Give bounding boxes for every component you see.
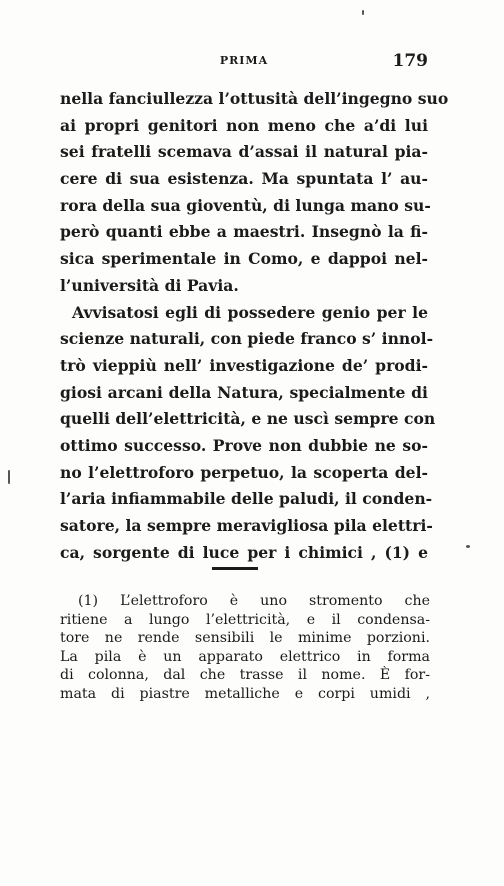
page-number: 179	[392, 51, 428, 71]
text-line: però quanti ebbe a maestri. Insegnò la fi-	[60, 222, 428, 242]
main-text	[60, 86, 449, 566]
print-speck	[8, 470, 10, 484]
text-line: rora della sua gioventù, di lunga mano su-	[60, 195, 431, 215]
text-line: l’aria infiammabile delle paludi, il conden-	[60, 489, 433, 509]
running-head	[60, 52, 428, 76]
text-line: cere di sua esistenza. Ma spuntata l’ au-	[60, 169, 428, 189]
footnote-line: tore ne rende sensibili le minime porzioni.	[60, 630, 430, 647]
text-line: Avvisatosi egli di possedere genio per le	[72, 302, 428, 322]
footnote-line: di colonna, dal che trasse il nome. È for-	[60, 667, 430, 684]
print-speck	[362, 10, 364, 15]
text-line: giosi arcani della Natura, specialmente di	[60, 382, 428, 402]
print-speck	[466, 545, 470, 548]
footnote	[60, 592, 430, 704]
footnote-line: La pila è un apparato elettrico in forma	[60, 648, 430, 665]
text-line: sica sperimentale in Como, e dappoi nel-	[60, 249, 428, 269]
text-line: trò vieppiù nell’ investigazione de’ prodi-	[60, 355, 428, 375]
text-line: scienze naturali, con piede franco s’ innol-	[60, 329, 434, 349]
footnote-line: ritiene a lungo l’elettricità, e il condensa-	[60, 611, 430, 628]
text-line: nella fanciullezza l’ottusità dell’ingegno suo	[60, 89, 449, 108]
footnote-line: (1) L’elettroforo è uno stromento che	[78, 593, 430, 609]
text-line: ottimo successo. Prove non dubbie ne so-	[60, 435, 428, 455]
footnote-divider	[212, 567, 258, 570]
text-line: l’università di Pavia.	[60, 275, 239, 295]
text-line: no l’elettroforo perpetuo, la scoperta del-	[60, 462, 428, 482]
text-line: satore, la sempre meravigliosa pila elettri-	[60, 516, 433, 535]
running-title: PRIMA	[219, 54, 269, 67]
text-line: quelli dell’elettricità, e ne uscì sempre con	[60, 409, 436, 429]
text-line: ca, sorgente di luce per i chimici , (1) e	[60, 542, 428, 562]
text-line: sei fratelli scemava d’assai il natural pia-	[60, 142, 428, 162]
text-line: ai propri genitori non meno che a’di lui	[60, 115, 428, 135]
footnote-line: mata di piastre metalliche e corpi umidi ,	[60, 685, 430, 702]
